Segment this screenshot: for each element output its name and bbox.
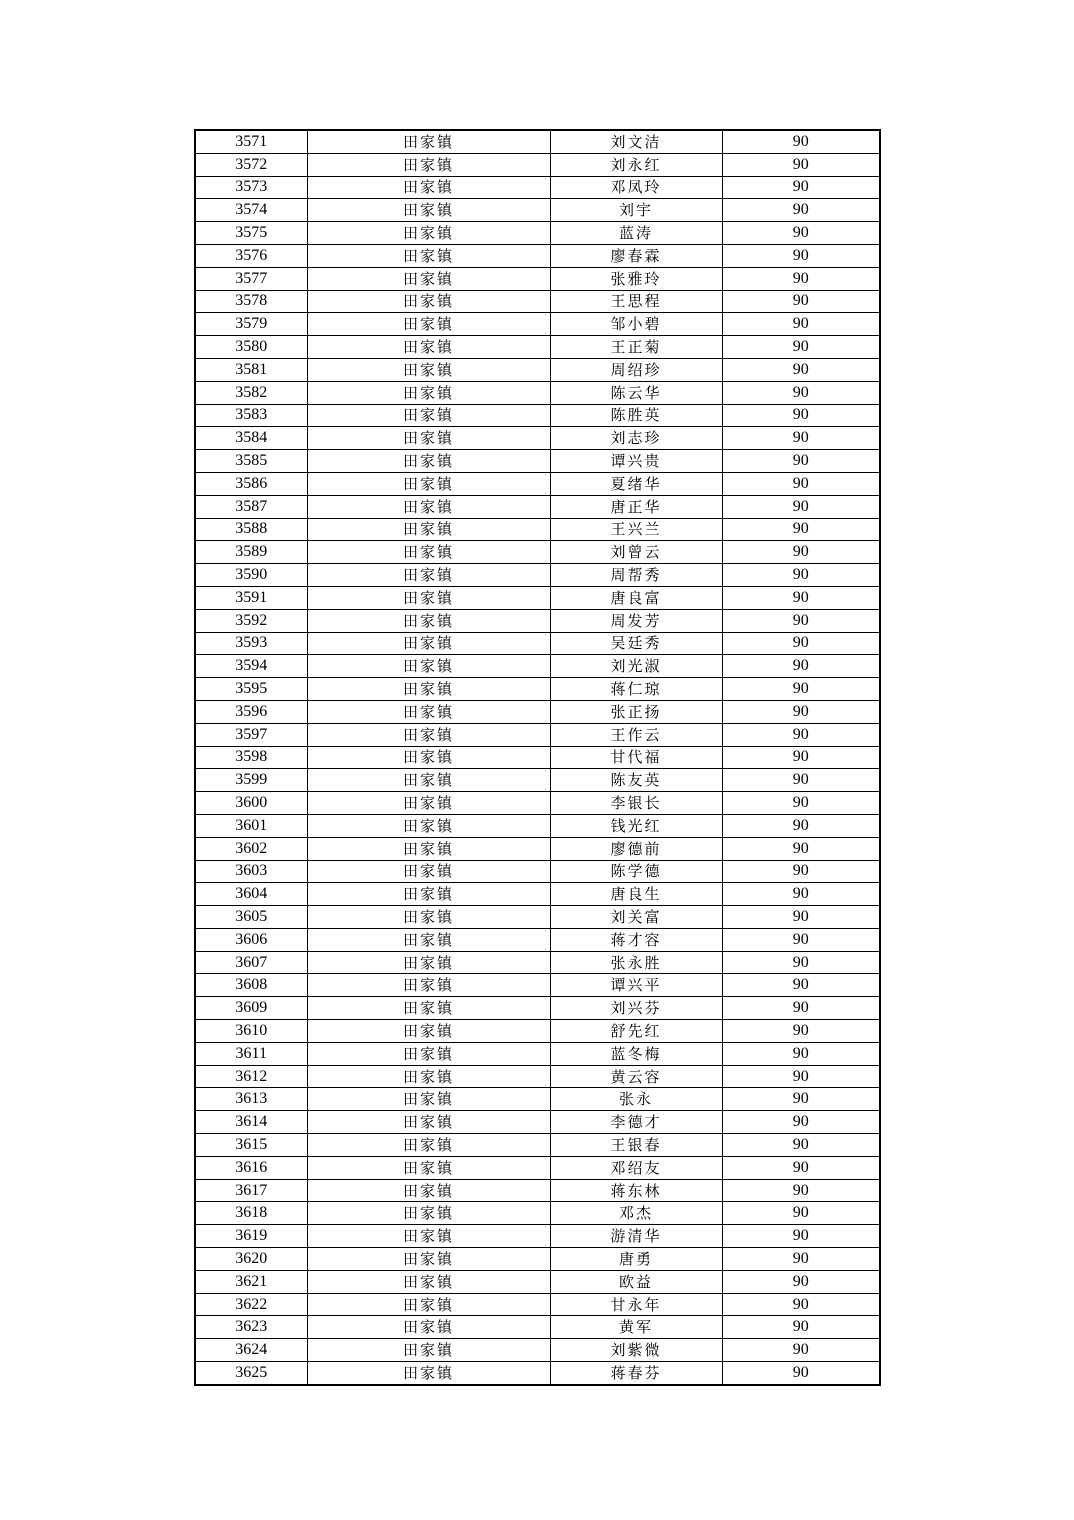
person-name-cell: 邓绍友: [550, 1156, 722, 1179]
person-name-cell: 唐良富: [550, 586, 722, 609]
table-row: [195, 1339, 880, 1362]
score-cell: 90: [722, 153, 880, 176]
person-name-cell: 张正扬: [550, 700, 722, 723]
score-cell: 90: [722, 655, 880, 678]
table-row: [195, 336, 880, 359]
town-cell: 田家镇: [307, 1088, 550, 1111]
person-name-cell: 甘永年: [550, 1293, 722, 1316]
table-row: [195, 1134, 880, 1157]
score-cell: 90: [722, 1088, 880, 1111]
row-number-cell: 3617: [195, 1179, 307, 1202]
town-cell: 田家镇: [307, 153, 550, 176]
score-cell: 90: [722, 1202, 880, 1225]
town-cell: 田家镇: [307, 267, 550, 290]
score-cell: 90: [722, 404, 880, 427]
town-cell: 田家镇: [307, 586, 550, 609]
person-name-cell: 刘志珍: [550, 427, 722, 450]
town-cell: 田家镇: [307, 769, 550, 792]
town-cell: 田家镇: [307, 906, 550, 929]
person-name-cell: 廖春霖: [550, 244, 722, 267]
town-cell: 田家镇: [307, 928, 550, 951]
person-name-cell: 陈胜英: [550, 404, 722, 427]
row-number-cell: 3593: [195, 632, 307, 655]
person-name-cell: 刘曾云: [550, 541, 722, 564]
table-row: [195, 222, 880, 245]
score-cell: 90: [722, 472, 880, 495]
table-row: [195, 358, 880, 381]
table-row: [195, 837, 880, 860]
row-number-cell: 3612: [195, 1065, 307, 1088]
table-row: [195, 1316, 880, 1339]
row-number-cell: 3582: [195, 381, 307, 404]
table-row: [195, 541, 880, 564]
row-number-cell: 3591: [195, 586, 307, 609]
person-name-cell: 黄云容: [550, 1065, 722, 1088]
town-cell: 田家镇: [307, 1065, 550, 1088]
score-cell: 90: [722, 609, 880, 632]
table-row: [195, 1065, 880, 1088]
person-name-cell: 舒先红: [550, 1020, 722, 1043]
score-cell: 90: [722, 450, 880, 473]
town-cell: 田家镇: [307, 974, 550, 997]
table-row: [195, 450, 880, 473]
person-name-cell: 廖德前: [550, 837, 722, 860]
table-row: [195, 723, 880, 746]
town-cell: 田家镇: [307, 130, 550, 153]
row-number-cell: 3607: [195, 951, 307, 974]
row-number-cell: 3572: [195, 153, 307, 176]
table-row: [195, 883, 880, 906]
row-number-cell: 3614: [195, 1111, 307, 1134]
score-cell: 90: [722, 427, 880, 450]
person-name-cell: 游清华: [550, 1225, 722, 1248]
row-number-cell: 3603: [195, 860, 307, 883]
table-row: [195, 313, 880, 336]
town-cell: 田家镇: [307, 1134, 550, 1157]
score-cell: 90: [722, 746, 880, 769]
person-name-cell: 周绍珍: [550, 358, 722, 381]
score-cell: 90: [722, 1156, 880, 1179]
town-cell: 田家镇: [307, 792, 550, 815]
table-row: [195, 814, 880, 837]
score-cell: 90: [722, 313, 880, 336]
table-row: [195, 1111, 880, 1134]
person-name-cell: 蒋才容: [550, 928, 722, 951]
person-name-cell: 蒋仁琼: [550, 678, 722, 701]
table-row: [195, 1179, 880, 1202]
row-number-cell: 3577: [195, 267, 307, 290]
person-name-cell: 王思程: [550, 290, 722, 313]
town-cell: 田家镇: [307, 541, 550, 564]
row-number-cell: 3619: [195, 1225, 307, 1248]
row-number-cell: 3616: [195, 1156, 307, 1179]
score-cell: 90: [722, 678, 880, 701]
row-number-cell: 3586: [195, 472, 307, 495]
score-cell: 90: [722, 541, 880, 564]
row-number-cell: 3595: [195, 678, 307, 701]
score-cell: 90: [722, 997, 880, 1020]
row-number-cell: 3598: [195, 746, 307, 769]
table-row: [195, 1020, 880, 1043]
town-cell: 田家镇: [307, 951, 550, 974]
roster-table: [194, 129, 881, 1386]
table-row: [195, 472, 880, 495]
person-name-cell: 夏绪华: [550, 472, 722, 495]
row-number-cell: 3608: [195, 974, 307, 997]
table-row: [195, 906, 880, 929]
person-name-cell: 刘光淑: [550, 655, 722, 678]
row-number-cell: 3590: [195, 564, 307, 587]
row-number-cell: 3579: [195, 313, 307, 336]
town-cell: 田家镇: [307, 336, 550, 359]
person-name-cell: 邓凤玲: [550, 176, 722, 199]
table-row: [195, 678, 880, 701]
person-name-cell: 刘宇: [550, 199, 722, 222]
person-name-cell: 唐勇: [550, 1248, 722, 1271]
person-name-cell: 钱光红: [550, 814, 722, 837]
person-name-cell: 唐正华: [550, 495, 722, 518]
person-name-cell: 黄军: [550, 1316, 722, 1339]
row-number-cell: 3610: [195, 1020, 307, 1043]
score-cell: 90: [722, 1134, 880, 1157]
table-row: [195, 176, 880, 199]
town-cell: 田家镇: [307, 381, 550, 404]
row-number-cell: 3589: [195, 541, 307, 564]
person-name-cell: 张永胜: [550, 951, 722, 974]
score-cell: 90: [722, 130, 880, 153]
row-number-cell: 3605: [195, 906, 307, 929]
person-name-cell: 蒋东林: [550, 1179, 722, 1202]
row-number-cell: 3573: [195, 176, 307, 199]
person-name-cell: 刘文洁: [550, 130, 722, 153]
row-number-cell: 3611: [195, 1042, 307, 1065]
table-row: [195, 860, 880, 883]
town-cell: 田家镇: [307, 632, 550, 655]
row-number-cell: 3588: [195, 518, 307, 541]
person-name-cell: 蓝冬梅: [550, 1042, 722, 1065]
person-name-cell: 李银长: [550, 792, 722, 815]
score-cell: 90: [722, 1316, 880, 1339]
table-row: [195, 130, 880, 153]
row-number-cell: 3602: [195, 837, 307, 860]
score-cell: 90: [722, 176, 880, 199]
score-cell: 90: [722, 1111, 880, 1134]
person-name-cell: 邹小碧: [550, 313, 722, 336]
row-number-cell: 3600: [195, 792, 307, 815]
table-row: [195, 769, 880, 792]
row-number-cell: 3606: [195, 928, 307, 951]
row-number-cell: 3575: [195, 222, 307, 245]
score-cell: 90: [722, 906, 880, 929]
row-number-cell: 3584: [195, 427, 307, 450]
row-number-cell: 3578: [195, 290, 307, 313]
score-cell: 90: [722, 1042, 880, 1065]
town-cell: 田家镇: [307, 723, 550, 746]
score-cell: 90: [722, 564, 880, 587]
town-cell: 田家镇: [307, 1248, 550, 1271]
town-cell: 田家镇: [307, 655, 550, 678]
town-cell: 田家镇: [307, 564, 550, 587]
row-number-cell: 3624: [195, 1339, 307, 1362]
table-row: [195, 1042, 880, 1065]
person-name-cell: 王兴兰: [550, 518, 722, 541]
roster-table-body: [195, 130, 880, 1385]
score-cell: 90: [722, 290, 880, 313]
town-cell: 田家镇: [307, 1316, 550, 1339]
town-cell: 田家镇: [307, 199, 550, 222]
town-cell: 田家镇: [307, 222, 550, 245]
score-cell: 90: [722, 723, 880, 746]
town-cell: 田家镇: [307, 700, 550, 723]
town-cell: 田家镇: [307, 450, 550, 473]
table-row: [195, 1202, 880, 1225]
row-number-cell: 3625: [195, 1362, 307, 1385]
person-name-cell: 邓杰: [550, 1202, 722, 1225]
person-name-cell: 刘兴芬: [550, 997, 722, 1020]
person-name-cell: 蓝涛: [550, 222, 722, 245]
person-name-cell: 刘永红: [550, 153, 722, 176]
table-row: [195, 1293, 880, 1316]
table-row: [195, 153, 880, 176]
score-cell: 90: [722, 1362, 880, 1385]
person-name-cell: 王银春: [550, 1134, 722, 1157]
table-row: [195, 1225, 880, 1248]
table-row: [195, 1248, 880, 1271]
table-row: [195, 290, 880, 313]
table-row: [195, 267, 880, 290]
person-name-cell: 陈友英: [550, 769, 722, 792]
row-number-cell: 3574: [195, 199, 307, 222]
town-cell: 田家镇: [307, 518, 550, 541]
town-cell: 田家镇: [307, 358, 550, 381]
person-name-cell: 谭兴平: [550, 974, 722, 997]
town-cell: 田家镇: [307, 1362, 550, 1385]
score-cell: 90: [722, 974, 880, 997]
person-name-cell: 李德才: [550, 1111, 722, 1134]
person-name-cell: 刘紫微: [550, 1339, 722, 1362]
score-cell: 90: [722, 358, 880, 381]
row-number-cell: 3594: [195, 655, 307, 678]
score-cell: 90: [722, 1339, 880, 1362]
person-name-cell: 蒋春芬: [550, 1362, 722, 1385]
person-name-cell: 陈云华: [550, 381, 722, 404]
score-cell: 90: [722, 928, 880, 951]
score-cell: 90: [722, 336, 880, 359]
town-cell: 田家镇: [307, 1042, 550, 1065]
person-name-cell: 张雅玲: [550, 267, 722, 290]
town-cell: 田家镇: [307, 860, 550, 883]
table-row: [195, 495, 880, 518]
score-cell: 90: [722, 814, 880, 837]
table-row: [195, 974, 880, 997]
person-name-cell: 张永: [550, 1088, 722, 1111]
person-name-cell: 谭兴贵: [550, 450, 722, 473]
score-cell: 90: [722, 1020, 880, 1043]
score-cell: 90: [722, 792, 880, 815]
row-number-cell: 3601: [195, 814, 307, 837]
row-number-cell: 3585: [195, 450, 307, 473]
row-number-cell: 3576: [195, 244, 307, 267]
person-name-cell: 陈学德: [550, 860, 722, 883]
town-cell: 田家镇: [307, 1179, 550, 1202]
score-cell: 90: [722, 632, 880, 655]
town-cell: 田家镇: [307, 837, 550, 860]
table-row: [195, 1362, 880, 1385]
table-row: [195, 609, 880, 632]
town-cell: 田家镇: [307, 1293, 550, 1316]
person-name-cell: 唐良生: [550, 883, 722, 906]
row-number-cell: 3583: [195, 404, 307, 427]
score-cell: 90: [722, 700, 880, 723]
town-cell: 田家镇: [307, 1225, 550, 1248]
row-number-cell: 3609: [195, 997, 307, 1020]
score-cell: 90: [722, 1225, 880, 1248]
table-row: [195, 997, 880, 1020]
score-cell: 90: [722, 883, 880, 906]
town-cell: 田家镇: [307, 678, 550, 701]
town-cell: 田家镇: [307, 883, 550, 906]
row-number-cell: 3621: [195, 1270, 307, 1293]
table-row: [195, 518, 880, 541]
table-row: [195, 746, 880, 769]
score-cell: 90: [722, 769, 880, 792]
town-cell: 田家镇: [307, 290, 550, 313]
table-row: [195, 564, 880, 587]
score-cell: 90: [722, 860, 880, 883]
row-number-cell: 3623: [195, 1316, 307, 1339]
row-number-cell: 3587: [195, 495, 307, 518]
row-number-cell: 3622: [195, 1293, 307, 1316]
row-number-cell: 3592: [195, 609, 307, 632]
town-cell: 田家镇: [307, 1202, 550, 1225]
table-row: [195, 928, 880, 951]
person-name-cell: 刘关富: [550, 906, 722, 929]
table-row: [195, 381, 880, 404]
table-row: [195, 700, 880, 723]
table-row: [195, 655, 880, 678]
town-cell: 田家镇: [307, 244, 550, 267]
town-cell: 田家镇: [307, 814, 550, 837]
score-cell: 90: [722, 1248, 880, 1271]
town-cell: 田家镇: [307, 176, 550, 199]
person-name-cell: 周帮秀: [550, 564, 722, 587]
table-row: [195, 1270, 880, 1293]
score-cell: 90: [722, 837, 880, 860]
town-cell: 田家镇: [307, 609, 550, 632]
town-cell: 田家镇: [307, 1339, 550, 1362]
row-number-cell: 3596: [195, 700, 307, 723]
score-cell: 90: [722, 267, 880, 290]
row-number-cell: 3620: [195, 1248, 307, 1271]
person-name-cell: 周发芳: [550, 609, 722, 632]
town-cell: 田家镇: [307, 997, 550, 1020]
score-cell: 90: [722, 381, 880, 404]
score-cell: 90: [722, 1065, 880, 1088]
table-row: [195, 199, 880, 222]
town-cell: 田家镇: [307, 404, 550, 427]
person-name-cell: 甘代福: [550, 746, 722, 769]
table-row: [195, 1088, 880, 1111]
table-row: [195, 404, 880, 427]
score-cell: 90: [722, 1270, 880, 1293]
town-cell: 田家镇: [307, 495, 550, 518]
town-cell: 田家镇: [307, 746, 550, 769]
person-name-cell: 王正菊: [550, 336, 722, 359]
score-cell: 90: [722, 495, 880, 518]
town-cell: 田家镇: [307, 1111, 550, 1134]
row-number-cell: 3597: [195, 723, 307, 746]
row-number-cell: 3618: [195, 1202, 307, 1225]
town-cell: 田家镇: [307, 427, 550, 450]
town-cell: 田家镇: [307, 313, 550, 336]
score-cell: 90: [722, 586, 880, 609]
person-name-cell: 吴廷秀: [550, 632, 722, 655]
row-number-cell: 3604: [195, 883, 307, 906]
person-name-cell: 欧益: [550, 1270, 722, 1293]
score-cell: 90: [722, 244, 880, 267]
town-cell: 田家镇: [307, 1270, 550, 1293]
score-cell: 90: [722, 1179, 880, 1202]
row-number-cell: 3615: [195, 1134, 307, 1157]
score-cell: 90: [722, 199, 880, 222]
table-row: [195, 792, 880, 815]
row-number-cell: 3571: [195, 130, 307, 153]
table-row: [195, 951, 880, 974]
table-row: [195, 244, 880, 267]
town-cell: 田家镇: [307, 1156, 550, 1179]
table-row: [195, 632, 880, 655]
row-number-cell: 3613: [195, 1088, 307, 1111]
score-cell: 90: [722, 951, 880, 974]
table-row: [195, 427, 880, 450]
score-cell: 90: [722, 222, 880, 245]
table-row: [195, 586, 880, 609]
table-row: [195, 1156, 880, 1179]
row-number-cell: 3599: [195, 769, 307, 792]
town-cell: 田家镇: [307, 1020, 550, 1043]
town-cell: 田家镇: [307, 472, 550, 495]
row-number-cell: 3580: [195, 336, 307, 359]
person-name-cell: 王作云: [550, 723, 722, 746]
row-number-cell: 3581: [195, 358, 307, 381]
score-cell: 90: [722, 518, 880, 541]
score-cell: 90: [722, 1293, 880, 1316]
